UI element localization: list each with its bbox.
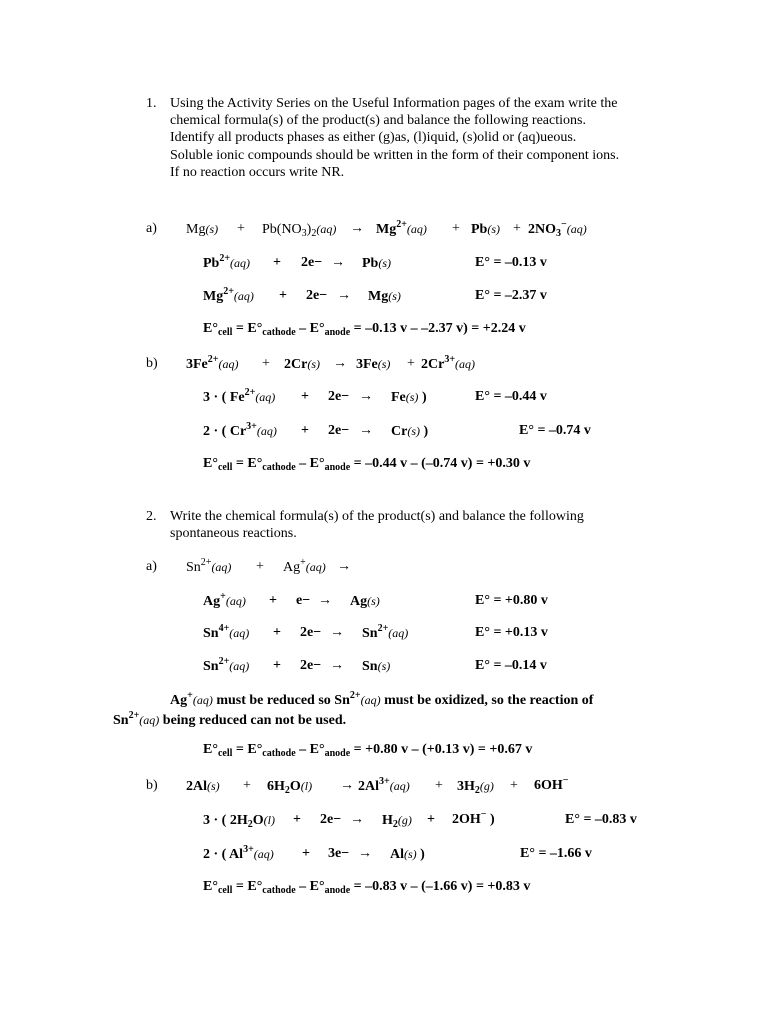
charge: 3+ — [243, 844, 254, 855]
phase: (aq) — [192, 693, 213, 707]
q2b-half-2-plus: + — [302, 846, 310, 861]
q2a-half-1-electrons: e− — [296, 593, 311, 608]
q1a-half-1-potential — [475, 254, 547, 272]
q2a-half-2-plus: + — [273, 625, 281, 640]
q2b-label: b) — [146, 778, 158, 793]
subscript: cell — [217, 885, 233, 896]
phase: (aq) — [455, 357, 476, 371]
value: = –0.44 v — [493, 389, 547, 404]
q1a-product-2 — [471, 220, 500, 239]
q1b-plus-2: + — [407, 356, 415, 371]
note-text: must be oxidized, so the reaction of — [380, 693, 594, 708]
q1a-product-3 — [528, 220, 587, 239]
formula: Sn — [362, 626, 378, 641]
q2a-half-2-species — [203, 624, 249, 643]
subscript: 2 — [474, 785, 480, 796]
charge: 2+ — [396, 219, 407, 230]
e-symbol: E° — [520, 846, 535, 861]
paren: ) — [486, 812, 495, 827]
charge: + — [187, 690, 193, 701]
formula: Pb(NO — [262, 222, 302, 237]
formula: 2Al — [358, 779, 379, 794]
formula: 6H — [267, 779, 285, 794]
q2a-half-2-arrow: → — [330, 625, 344, 640]
value: = –0.83 v — [583, 812, 637, 827]
q2b-cell-potential — [203, 878, 530, 896]
equation-text: = –0.44 v – (–0.74 v) = +0.30 v — [350, 456, 531, 471]
subscript: cathode — [262, 885, 296, 896]
q1b-plus-1: + — [262, 356, 270, 371]
phase: (s) — [388, 289, 401, 303]
formula: Mg — [368, 289, 389, 304]
subscript: anode — [324, 462, 351, 473]
phase: (s) — [207, 779, 220, 793]
q2a-half-1-arrow: → — [318, 593, 332, 608]
phase: (aq) — [406, 222, 427, 236]
q1a-half-2-electrons: 2e− — [306, 288, 328, 303]
formula: Sn — [203, 659, 219, 674]
phase: (l) — [300, 779, 313, 793]
formula: Pb — [471, 222, 488, 237]
q2b-half-2-potential — [520, 845, 592, 863]
q1b-reactant-1 — [186, 355, 238, 374]
phase: (aq) — [255, 390, 276, 404]
phase: (s) — [205, 222, 219, 236]
q2b-product-2 — [457, 777, 494, 796]
q2b-half-1-product — [382, 811, 412, 830]
charge: 2+ — [349, 690, 361, 701]
q1b-cell-potential — [203, 455, 530, 473]
charge: 4+ — [218, 623, 230, 634]
value: = +0.80 v — [493, 593, 548, 608]
q1-text-line-3: Identify all products phases as either (g)as, (l)iquid, (s)olid or (aq)ueous. — [170, 130, 577, 145]
q2b-half-1-potential — [565, 811, 637, 829]
equation-text: = –0.83 v – (–1.66 v) = +0.83 v — [350, 879, 531, 894]
q1-text-line-4: Soluble ionic compounds should be written in the form of their component ions. — [170, 148, 620, 163]
q2a-half-1-plus: + — [269, 593, 277, 608]
equation-text: – E° — [295, 879, 325, 894]
q1b-half-2-electrons: 2e− — [328, 423, 350, 438]
subscript: 2 — [311, 228, 317, 239]
q2a-half-3-potential — [475, 657, 547, 675]
q1b-half-1-species — [203, 388, 275, 407]
formula: Fe — [391, 390, 406, 405]
e-symbol: E° — [203, 742, 218, 757]
subscript: 3 — [556, 228, 561, 239]
q2b-arrow: → — [340, 778, 354, 793]
q2a-half-3-species — [203, 657, 249, 676]
q1a-half-2-plus: + — [279, 288, 287, 303]
charge: 2+ — [244, 387, 256, 398]
formula: Mg — [376, 222, 397, 237]
q2a-cell-potential — [203, 741, 532, 759]
q2b-reactant-1 — [186, 777, 220, 796]
phase: (s) — [377, 659, 391, 673]
q1-number: 1. — [146, 96, 157, 111]
q2a-note-line-1 — [170, 691, 593, 710]
q1b-half-1-product — [391, 388, 427, 407]
equation-text: = E° — [232, 321, 263, 336]
formula: 3Fe — [356, 357, 378, 372]
value: = –2.37 v — [493, 288, 547, 303]
q1b-product-1 — [356, 355, 390, 374]
formula: 2 · ( Cr — [203, 424, 247, 439]
q2a-plus: + — [256, 559, 264, 574]
formula: 2 · ( Al — [203, 847, 244, 862]
q2b-product-1 — [358, 777, 410, 796]
formula: Sn — [186, 560, 201, 575]
equation-text: = E° — [232, 742, 263, 757]
formula: Pb — [362, 256, 379, 271]
q1b-reactant-2 — [284, 355, 320, 374]
q2b-reactant-2 — [267, 777, 312, 796]
formula: H — [382, 813, 393, 828]
phase: (aq) — [225, 594, 246, 608]
q1b-half-2-plus: + — [301, 423, 309, 438]
q2b-plus-2: + — [435, 778, 443, 793]
subscript: 2 — [247, 819, 253, 830]
phase: (aq) — [388, 626, 409, 640]
e-symbol: E° — [519, 423, 534, 438]
formula: ) — [306, 222, 312, 237]
q1b-half-1-arrow: → — [359, 389, 373, 404]
q1a-product-1 — [376, 220, 427, 239]
q2a-half-1-potential — [475, 592, 548, 610]
paren: ) — [416, 847, 425, 862]
formula: O — [289, 779, 301, 794]
equation-text: = E° — [232, 456, 263, 471]
subscript: anode — [324, 885, 351, 896]
e-symbol: E° — [203, 321, 218, 336]
q1b-half-2-potential — [519, 422, 591, 440]
formula: Pb — [203, 256, 220, 271]
phase: (l) — [263, 813, 275, 827]
phase: (s) — [307, 357, 320, 371]
subscript: cell — [217, 462, 233, 473]
charge: 2+ — [219, 253, 231, 264]
q1b-half-1-electrons: 2e− — [328, 389, 350, 404]
subscript: 2 — [284, 785, 290, 796]
q1a-half-2-product — [368, 287, 401, 306]
charge: − — [561, 219, 567, 230]
subscript: anode — [324, 748, 351, 759]
formula: 6OH — [534, 778, 563, 793]
q1a-plus-1: + — [237, 221, 245, 236]
q1a-half-1-plus: + — [273, 255, 281, 270]
q2a-arrow: → — [337, 559, 351, 574]
charge: 2+ — [223, 286, 234, 297]
subscript: cathode — [262, 462, 296, 473]
q1a-half-1-product — [362, 254, 391, 273]
note-text: being reduced can not be used. — [159, 713, 347, 728]
phase: (aq) — [256, 424, 277, 438]
phase: (s) — [378, 256, 392, 270]
q2b-half-1-species — [203, 811, 275, 830]
subscript: 2 — [392, 819, 398, 830]
value: = –1.66 v — [538, 846, 592, 861]
q1a-plus-2: + — [452, 221, 460, 236]
paren: ) — [420, 424, 429, 439]
formula: O — [252, 813, 264, 828]
formula: Sn — [113, 713, 129, 728]
q1a-half-1-species — [203, 254, 250, 273]
q2a-half-3-plus: + — [273, 658, 281, 673]
q2a-half-2-product — [362, 624, 408, 643]
subscript: cathode — [262, 748, 296, 759]
formula: Ag — [170, 693, 188, 708]
value: = +0.13 v — [493, 625, 548, 640]
phase: (aq) — [229, 626, 250, 640]
subscript: 3 — [301, 228, 307, 239]
charge: 2+ — [128, 710, 140, 721]
q2-text-line-1: Write the chemical formula(s) of the product(s) and balance the following — [170, 509, 584, 524]
formula: 2NO — [528, 222, 556, 237]
formula: 3 · ( 2H — [203, 813, 248, 828]
charge: − — [562, 775, 569, 786]
q1a-plus-3: + — [513, 221, 521, 236]
formula: Al — [390, 847, 404, 862]
q1a-half-2-species — [203, 287, 254, 306]
phase: (g) — [479, 779, 494, 793]
phase: (aq) — [360, 693, 381, 707]
equation-text: = +0.80 v – (+0.13 v) = +0.67 v — [350, 742, 533, 757]
equation-text: = –0.13 v – –2.37 v) = +2.24 v — [350, 321, 526, 336]
q2b-half-1-electrons: 2e− — [320, 812, 342, 827]
e-symbol: E° — [475, 255, 490, 270]
phase: (aq) — [233, 289, 254, 303]
q1a-reactant-2 — [262, 220, 336, 239]
equation-text: – E° — [295, 742, 325, 757]
formula: Ag — [283, 560, 301, 575]
charge: 3+ — [246, 421, 257, 432]
e-symbol: E° — [203, 879, 218, 894]
note-text: must be reduced so — [212, 693, 335, 708]
phase: (aq) — [305, 560, 326, 574]
e-symbol: E° — [475, 389, 490, 404]
q2b-plus-1: + — [243, 778, 251, 793]
q2a-reactant-2 — [283, 558, 326, 577]
subscript: anode — [324, 327, 351, 338]
q1a-label: a) — [146, 221, 157, 236]
phase: (s) — [404, 847, 417, 861]
e-symbol: E° — [565, 812, 580, 827]
subscript: cathode — [262, 327, 296, 338]
q1a-half-1-electrons: 2e− — [301, 255, 323, 270]
q1b-arrow: → — [333, 356, 347, 371]
q1a-half-2-potential — [475, 287, 547, 305]
phase: (g) — [397, 813, 412, 827]
formula: 3H — [457, 779, 475, 794]
charge: − — [480, 809, 487, 820]
q1b-half-2-arrow: → — [359, 423, 373, 438]
q1b-label: b) — [146, 356, 158, 371]
reactant-1: Mg — [186, 222, 206, 237]
phase: (aq) — [316, 222, 337, 236]
phase: (aq) — [566, 222, 587, 236]
e-symbol: E° — [475, 593, 490, 608]
q1a-reaction — [186, 220, 218, 239]
q2b-plus-3: + — [510, 778, 518, 793]
phase: (s) — [407, 424, 420, 438]
q1b-half-1-potential — [475, 388, 547, 406]
q2a-reactant-1 — [186, 558, 231, 577]
q2a-half-3-electrons: 2e− — [300, 658, 322, 673]
q2b-half-2-arrow: → — [358, 846, 372, 861]
formula: Mg — [203, 289, 224, 304]
formula: 2OH — [452, 812, 481, 827]
formula: Ag — [203, 594, 221, 609]
q2b-half-2-species — [203, 845, 274, 864]
formula: 2Cr — [421, 357, 445, 372]
equation-text: – E° — [295, 321, 325, 336]
phase: (aq) — [229, 659, 250, 673]
paren: ) — [418, 390, 427, 405]
phase: (s) — [487, 222, 501, 236]
q2-text-line-2: spontaneous reactions. — [170, 526, 297, 541]
charge: 2+ — [200, 557, 212, 568]
value: = –0.13 v — [493, 255, 547, 270]
formula: 2Cr — [284, 357, 308, 372]
phase: (s) — [377, 357, 391, 371]
q2b-half-2-product — [390, 845, 425, 864]
phase: (aq) — [253, 847, 274, 861]
q2a-note-line-2 — [113, 711, 346, 730]
q1a-arrow: → — [350, 221, 364, 236]
phase: (s) — [405, 390, 419, 404]
q2a-half-2-potential — [475, 624, 548, 642]
e-symbol: E° — [475, 288, 490, 303]
q2b-half-1-product-2 — [452, 811, 495, 829]
formula: 3Fe — [186, 357, 208, 372]
q1b-half-2-product — [391, 422, 428, 441]
phase: (aq) — [211, 560, 232, 574]
equation-text: = E° — [232, 879, 263, 894]
e-symbol: E° — [475, 658, 490, 673]
subscript: cell — [217, 327, 233, 338]
q2b-half-1-arrow: → — [350, 812, 364, 827]
q2b-half-1-plus-2: + — [427, 812, 435, 827]
charge: 3+ — [379, 776, 390, 787]
charge: 2+ — [218, 656, 230, 667]
phase: (aq) — [139, 713, 160, 727]
q2a-half-1-product — [350, 592, 380, 611]
q2a-half-3-arrow: → — [330, 658, 344, 673]
q1-text-line-2: chemical formula(s) of the product(s) and balance the following reactions. — [170, 113, 586, 128]
charge: 3+ — [444, 354, 456, 365]
charge: 2+ — [207, 354, 219, 365]
formula: 2Al — [186, 779, 207, 794]
q2a-half-1-species — [203, 592, 246, 611]
q2a-half-2-electrons: 2e− — [300, 625, 322, 640]
formula: 3 · ( Fe — [203, 390, 245, 405]
q1b-half-1-plus: + — [301, 389, 309, 404]
phase: (aq) — [389, 779, 410, 793]
q2a-label: a) — [146, 559, 157, 574]
q1a-cell-potential — [203, 320, 526, 338]
formula: Ag — [350, 594, 368, 609]
q2b-product-3 — [534, 777, 568, 795]
value: = –0.74 v — [537, 423, 591, 438]
q1-text-line-1: Using the Activity Series on the Useful Information pages of the exam write the — [170, 96, 618, 111]
q1b-product-2 — [421, 355, 475, 374]
q2a-half-3-product — [362, 657, 390, 676]
phase: (s) — [367, 594, 380, 608]
value: = –0.14 v — [493, 658, 547, 673]
formula: Sn — [362, 659, 378, 674]
formula: Sn — [334, 693, 350, 708]
e-symbol: E° — [203, 456, 218, 471]
e-symbol: E° — [475, 625, 490, 640]
subscript: cell — [217, 748, 233, 759]
formula: Sn — [203, 626, 219, 641]
q1a-half-1-arrow: → — [331, 255, 345, 270]
q1a-half-2-arrow: → — [337, 288, 351, 303]
equation-text: – E° — [295, 456, 325, 471]
q2-number: 2. — [146, 509, 157, 524]
phase: (aq) — [230, 256, 251, 270]
charge: + — [300, 557, 306, 568]
charge: 2+ — [377, 623, 389, 634]
q1b-half-2-species — [203, 422, 277, 441]
q2b-half-1-plus: + — [293, 812, 301, 827]
phase: (aq) — [218, 357, 239, 371]
formula: Cr — [391, 424, 408, 439]
charge: + — [220, 591, 226, 602]
q1-text-line-5: If no reaction occurs write NR. — [170, 165, 345, 180]
q2b-half-2-electrons: 3e− — [328, 846, 350, 861]
